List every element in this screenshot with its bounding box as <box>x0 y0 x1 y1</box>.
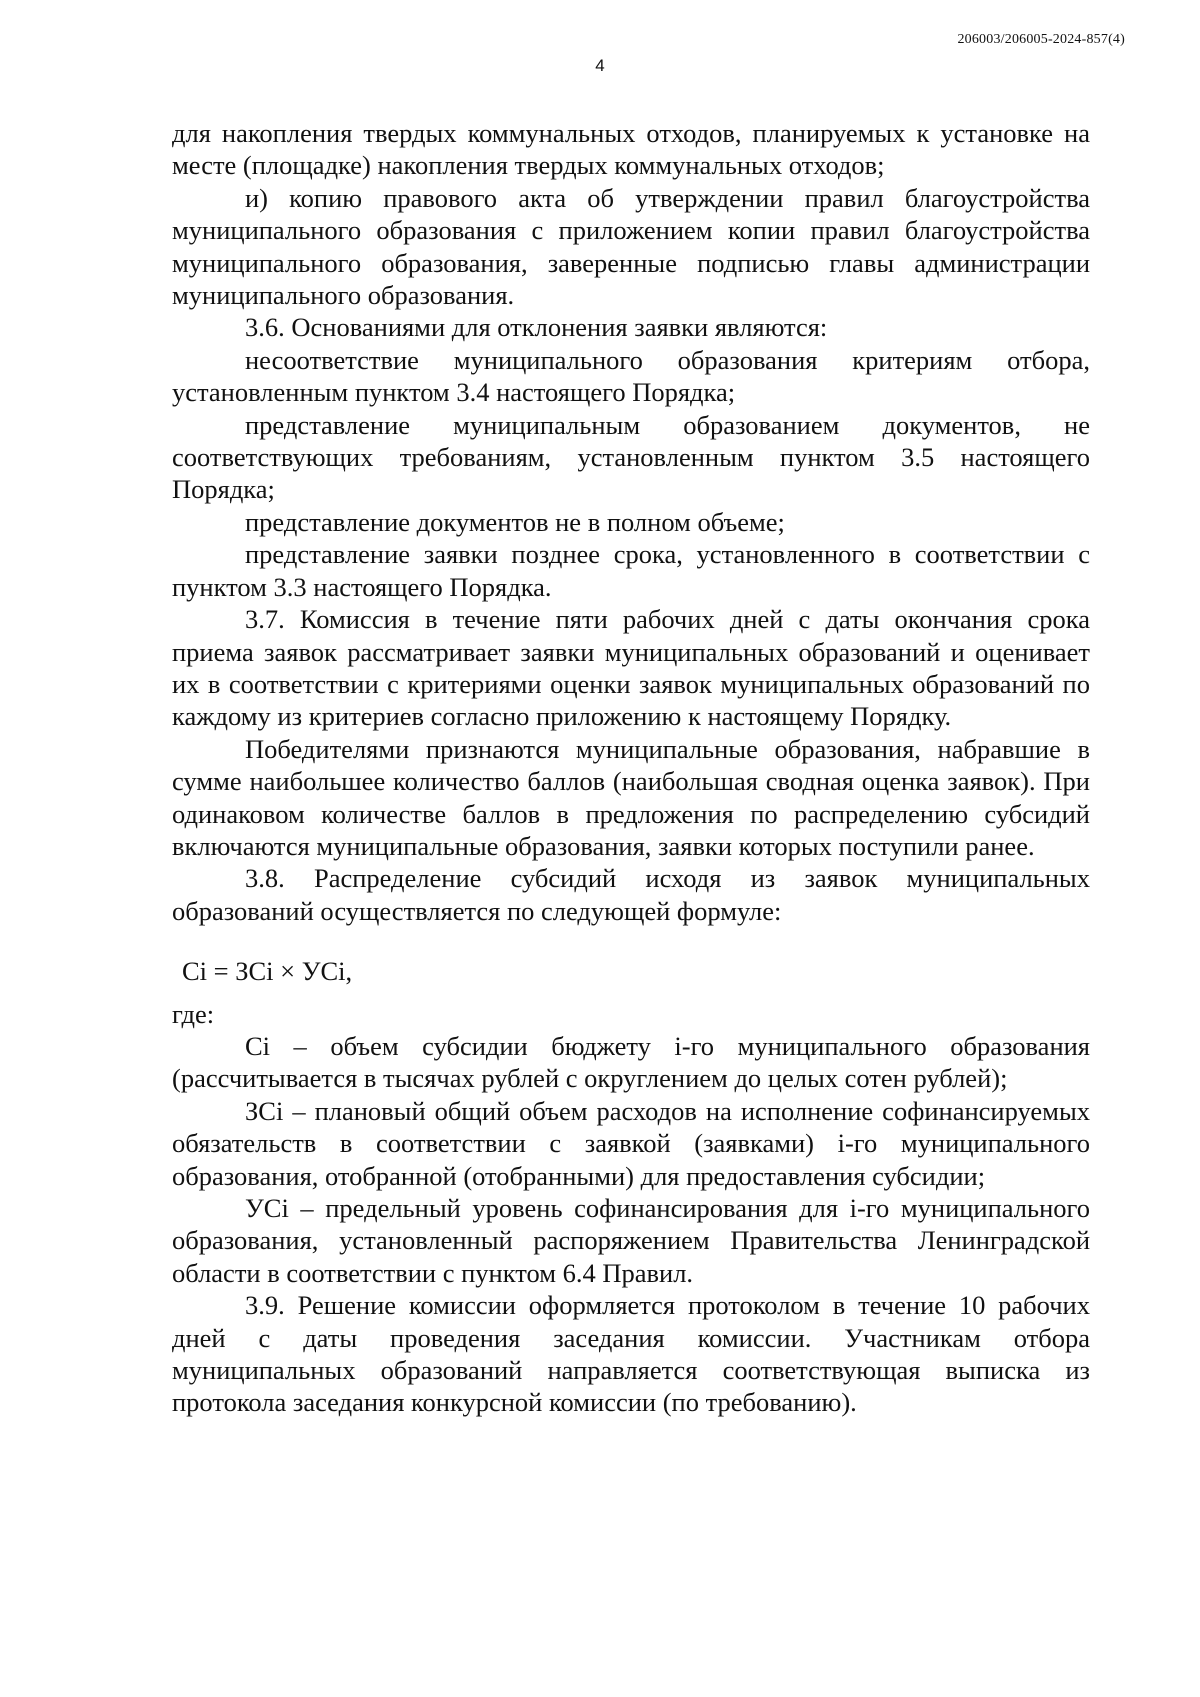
definition-ci: Сi – объем субсидии бюджету i-го муниципального образования (рассчитывается в тысячах рублей с округлением до целых сотен рублей); <box>172 1030 1090 1094</box>
rejection-reason-4: представление заявки позднее срока, установленного в соответствии с пунктом 3.3 настоящего Порядка. <box>172 539 1090 602</box>
document-body <box>172 117 1090 1419</box>
rejection-reason-2: представление муниципальным образованием документов, не соответствующих требованиям, установленным пунктом 3.5 настоящего Порядка; <box>172 409 1090 505</box>
paragraph-continuation: для накопления твердых коммунальных отходов, планируемых к установке на месте (площадке) накопления твердых коммунальных отходов; <box>172 118 1090 181</box>
rejection-reason-1: несоответствие муниципального образования критериям отбора, установленным пунктом 3.4 настоящего Порядка; <box>172 344 1090 408</box>
page-number: 4 <box>595 56 605 75</box>
paragraph-3-7: 3.7. Комиссия в течение пяти рабочих дней с даты окончания срока приема заявок рассматривает заявки муниципальных образований и оценивает их в соответствии с критериями оценки заявок муниципальных образований по каждому из критериев согласно приложению к настоящему Порядку. <box>172 604 1090 732</box>
paragraph-3-6: 3.6. Основаниями для отклонения заявки являются: <box>245 312 828 343</box>
definition-zci: ЗСi – плановый общий объем расходов на исполнение софинансируемых обязательств в соответствии с заявкой (заявками) i-го муниципального образования, отобранной (отобранными) для предоставления субсидии; <box>172 1095 1090 1191</box>
formula-where: где: <box>172 998 215 1029</box>
rejection-reason-3: представление документов не в полном объеме; <box>245 506 785 537</box>
paragraph-winners: Победителями признаются муниципальные образования, набравшие в сумме наибольшее количество баллов (наибольшая сводная оценка заявок). При одинаковом количестве баллов в предложения по распределению субсидий включаются муниципальные образования, заявки которых поступили ранее. <box>172 733 1090 861</box>
subsidy-formula: Сi = ЗСi × УСi, <box>182 956 353 987</box>
definition-uci: УСi – предельный уровень софинансирования для i-го муниципального образования, установленный распоряжением Правительства Ленинградской области в соответствии с пунктом 6.4 Правил. <box>172 1193 1090 1288</box>
paragraph-3-9: 3.9. Решение комиссии оформляется протоколом в течение 10 рабочих дней с даты проведения заседания комиссии. Участникам отбора муниципальных образований направляется соответствующая выписка из протокола заседания конкурсной комиссии (по требованию). <box>172 1290 1090 1418</box>
paragraph-item-i: и) копию правового акта об утверждении правил благоустройства муниципального образования с приложением копии правил благоустройства муниципального образования, заверенные подписью главы администрации муниципального образования. <box>172 182 1090 311</box>
paragraph-3-8: 3.8. Распределение субсидий исходя из заявок муниципальных образований осуществляется по следующей формуле: <box>172 863 1090 926</box>
document-id: 206003/206005-2024-857(4) <box>957 32 1125 47</box>
